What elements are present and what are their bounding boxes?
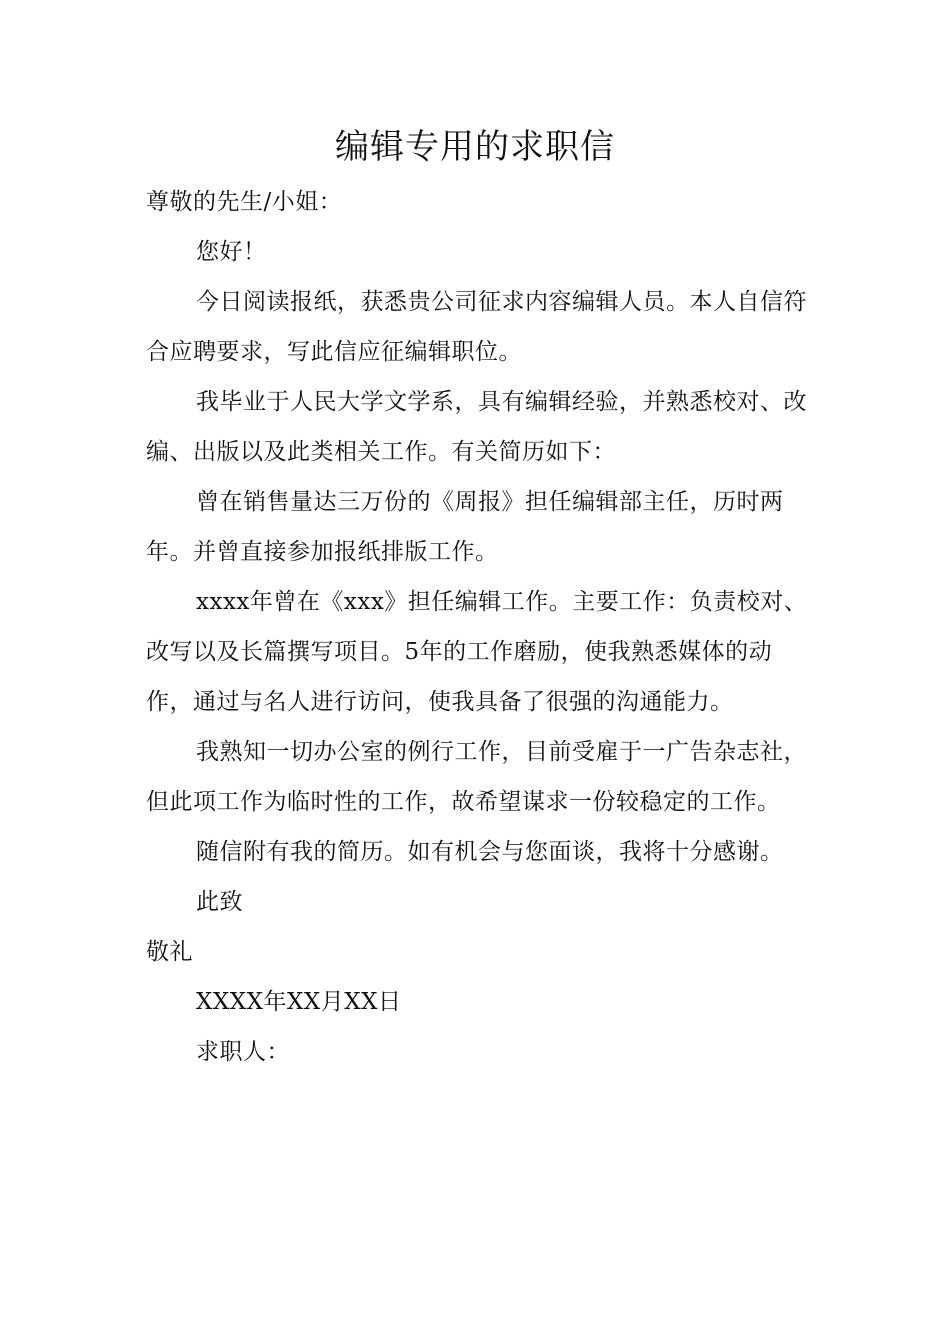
- signature-label: 求职人：: [196, 1039, 290, 1065]
- regards: 敬礼: [146, 939, 193, 965]
- salutation: 尊敬的先生/小姐：: [146, 189, 343, 215]
- paragraph-5: 我熟知一切办公室的例行工作，目前受雇于一广告杂志社，但此项工作为临时性的工作，故希望谋求一份较稳定的工作。: [146, 739, 807, 815]
- paragraph-1: 今日阅读报纸，获悉贵公司征求内容编辑人员。本人自信符合应聘要求，写此信应征编辑职位。: [146, 289, 807, 365]
- date: XXXX年XX月XX日: [196, 989, 402, 1015]
- paragraph-3: 曾在销售量达三万份的《周报》担任编辑部主任，历时两年。并曾直接参加报纸排版工作。: [146, 489, 784, 565]
- paragraph-6: 随信附有我的简历。如有机会与您面谈，我将十分感谢。: [196, 839, 784, 865]
- paragraph-2: 我毕业于人民大学文学系，具有编辑经验，并熟悉校对、改编、出版以及此类相关工作。有关简历如下：: [146, 389, 807, 465]
- greeting: 您好！: [196, 239, 267, 265]
- paragraph-4: xxxx年曾在《xxx》担任编辑工作。主要工作：负责校对、改写以及长篇撰写项目。5年的工作磨励，使我熟悉媒体的动作，通过与名人进行访问，使我具备了很强的沟通能力。: [146, 589, 808, 715]
- letter-body: [146, 177, 808, 1077]
- page-title: 编辑专用的求职信: [335, 127, 615, 167]
- closing: 此致: [196, 889, 243, 915]
